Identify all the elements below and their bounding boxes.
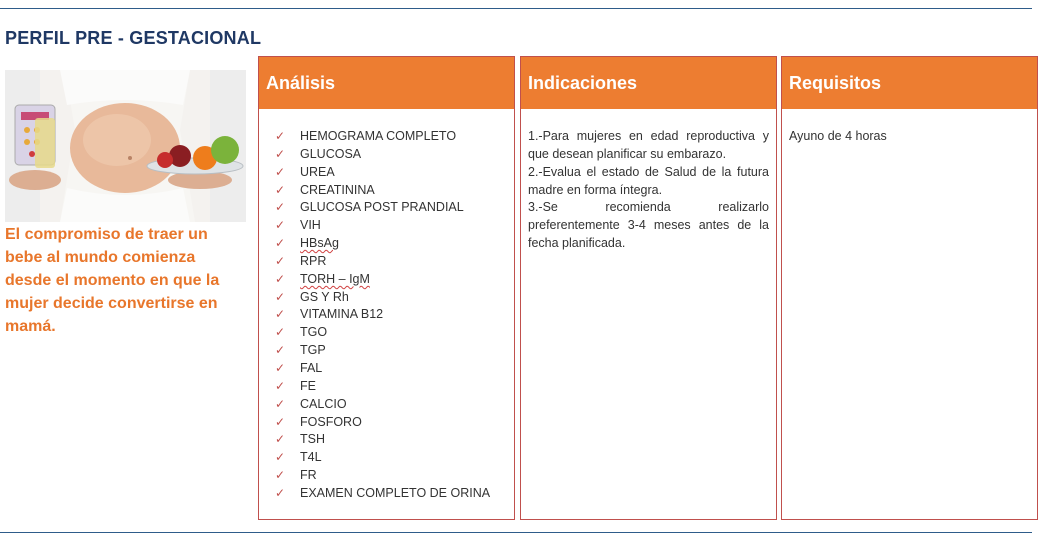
check-icon: ✓ (275, 200, 286, 215)
check-icon: ✓ (275, 218, 286, 233)
check-icon: ✓ (275, 450, 286, 465)
indicacion-item: 2.-Evalua el estado de Salud de la futura madre en forma íntegra. (528, 164, 769, 197)
check-icon: ✓ (275, 146, 286, 161)
analisis-item-label: FAL (300, 360, 323, 375)
analisis-item (275, 182, 514, 200)
check-icon: ✓ (275, 182, 286, 197)
pregnant-woman-image (5, 70, 246, 222)
analisis-item (275, 217, 514, 235)
analisis-item (275, 146, 514, 164)
indicacion-item: 1.-Para mujeres en edad reproductiva y que desean planificar su embarazo. (528, 129, 769, 161)
analisis-item-label: GS Y Rh (300, 289, 349, 304)
page-title: PERFIL PRE - GESTACIONAL (5, 28, 262, 48)
check-icon: ✓ (275, 343, 286, 358)
check-icon: ✓ (275, 236, 286, 251)
analisis-item (275, 164, 514, 182)
analisis-item (275, 324, 514, 342)
analisis-item-label: TGO (300, 325, 328, 340)
analisis-header: Análisis (259, 57, 514, 109)
analisis-item (275, 306, 514, 324)
analisis-item (275, 431, 514, 449)
indicaciones-panel (520, 56, 777, 520)
analisis-item-label: CREATININA (300, 182, 375, 197)
check-icon: ✓ (275, 360, 286, 375)
check-icon: ✓ (275, 164, 286, 179)
analisis-item-label: FR (300, 468, 317, 483)
check-icon: ✓ (275, 129, 286, 143)
analisis-item-label: VITAMINA B12 (300, 307, 384, 322)
check-icon: ✓ (275, 468, 286, 483)
analisis-item (275, 414, 514, 432)
analisis-item (275, 253, 514, 271)
analisis-item-label: VIH (300, 218, 321, 233)
analisis-item (275, 360, 514, 378)
check-icon: ✓ (275, 432, 286, 447)
analisis-item (275, 289, 514, 307)
analisis-item-label: GLUCOSA (300, 146, 362, 161)
check-icon: ✓ (275, 414, 286, 429)
analisis-item-label: UREA (300, 164, 335, 179)
analisis-item-label: EXAMEN COMPLETO DE ORINA (300, 485, 491, 500)
analisis-item (275, 199, 514, 217)
analisis-item-label: GLUCOSA POST PRANDIAL (300, 200, 464, 215)
check-icon: ✓ (275, 378, 286, 393)
indicaciones-body (521, 109, 776, 253)
indicaciones-header: Indicaciones (521, 57, 776, 109)
analisis-item (275, 235, 514, 253)
analisis-panel (258, 56, 515, 520)
analisis-list (259, 109, 514, 503)
analisis-item-label: FOSFORO (300, 414, 362, 429)
analisis-item-label: TGP (300, 343, 326, 358)
requisitos-panel (781, 56, 1038, 520)
analisis-item (275, 342, 514, 360)
bottom-divider (0, 532, 1032, 533)
indicacion-item: 3.-Se recomienda realizarlo preferentemente 3-4 meses antes de la fecha planificada. (528, 200, 769, 251)
analisis-item-label: HEMOGRAMA COMPLETO (300, 129, 457, 143)
check-icon: ✓ (275, 396, 286, 411)
requisitos-header: Requisitos (782, 57, 1037, 109)
top-divider (0, 8, 1032, 9)
analisis-item-label: CALCIO (300, 396, 347, 411)
check-icon: ✓ (275, 485, 286, 500)
requisitos-text: Ayuno de 4 horas (789, 129, 887, 143)
check-icon: ✓ (275, 271, 286, 286)
analisis-item (275, 128, 514, 146)
analisis-item (275, 485, 514, 503)
analisis-item-label: TSH (300, 432, 325, 447)
analisis-item-label: RPR (300, 253, 327, 268)
analisis-item-label: HBsAg (300, 236, 339, 251)
analisis-item (275, 271, 514, 289)
check-icon: ✓ (275, 289, 286, 304)
check-icon: ✓ (275, 307, 286, 322)
analisis-item-label: FE (300, 378, 316, 393)
analisis-item (275, 467, 514, 485)
tagline: El compromiso de traer un bebe al mundo comienza desde el momento en que la mujer decide convertirse en mamá. (5, 226, 220, 335)
analisis-item (275, 449, 514, 467)
analisis-item (275, 378, 514, 396)
analisis-item-label: T4L (300, 450, 322, 465)
check-icon: ✓ (275, 325, 286, 340)
check-icon: ✓ (275, 253, 286, 268)
analisis-item-label: TORH – IgM (300, 271, 370, 286)
analisis-item (275, 396, 514, 414)
